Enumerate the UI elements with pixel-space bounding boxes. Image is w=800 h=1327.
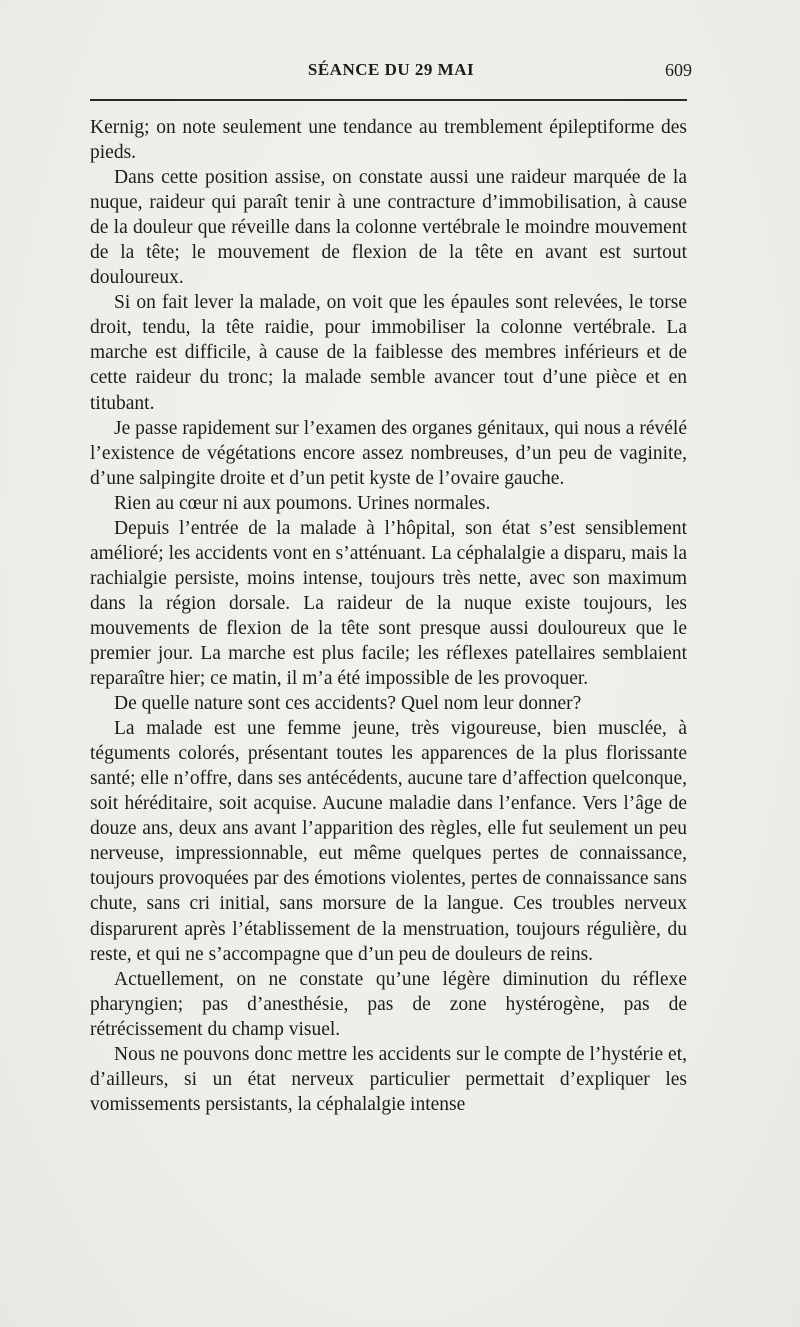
paragraph: Je passe rapidement sur l’examen des organes génitaux, qui nous a révélé l’existence de végétations encore assez nombreuses, d’un peu de vaginite, d’une salpingite droite et d’un petit kyste de l’ovaire gauche. — [90, 417, 687, 489]
paragraph: Depuis l’entrée de la malade à l’hôpital, son état s’est sensiblement amélioré; les accidents vont en s’atténuant. La céphalalgie a disparu, mais la rachialgie persiste, moins intense, toujours très nette, avec son maximum dans la région dorsale. La raideur de la nuque existe toujours, les mouvements de flexion de la tête sont presque aussi douloureux que le premier jour. La marche est plus facile; les réflexes patellaires semblaient reparaître hier; ce matin, il m’a été impossible de les provoquer. — [90, 517, 687, 690]
paragraph: La malade est une femme jeune, très vigoureuse, bien musclée, à téguments colorés, présentant toutes les apparences de la plus florissante santé; elle n’offre, dans ses antécédents, aucune tare d’affection quelconque, soit héréditaire, soit acquise. Aucune maladie dans l’enfance. Vers l’âge de douze ans, deux ans avant l’apparition des règles, elle fut seulement un peu nerveuse, impressionnable, eut même quelques pertes de connaissance, toujours provoquées par des émotions violentes, pertes de connaissance sans chute, sans cri initial, sans morsure de la langue. Ces troubles nerveux disparurent après l’établissement de la menstruation, toujours régulière, du reste, et qui ne s’accompagne que d’un peu de douleurs de reins. — [90, 718, 687, 965]
page-number: 609 — [665, 60, 692, 80]
paragraph: Si on fait lever la malade, on voit que les épaules sont relevées, le torse droit, tendu, la tête raidie, pour immobiliser la colonne vertébrale. La marche est difficile, à cause de la faiblesse des membres inférieurs et de cette raideur du tronc; la malade semble avancer tout d’une pièce et en titubant. — [90, 292, 687, 414]
paragraph: Actuellement, on ne constate qu’une légère diminution du réflexe pharyngien; pas d’anesthésie, pas de zone hystérogène, pas de rétrécissement du champ visuel. — [90, 968, 687, 1040]
paragraph: Dans cette position assise, on constate aussi une raideur marquée de la nuque, raideur qui paraît tenir à une contracture d’immobilisation, à cause de la douleur que réveille dans la colonne vertébrale le moindre mouvement de la tête; le mouvement de flexion de la tête en avant est surtout douloureux. — [90, 167, 687, 289]
paragraph: Kernig; on note seulement une tendance au tremblement épileptiforme des pieds. — [90, 117, 687, 164]
paragraph: Nous ne pouvons donc mettre les accidents sur le compte de l’hystérie et, d’ailleurs, si un état nerveux particulier permettait d’expliquer les vomissements persistants, la céphalalgie intense — [90, 1043, 687, 1115]
body-text — [90, 115, 687, 1117]
running-title: SÉANCE DU 29 MAI — [307, 60, 475, 79]
paragraph: De quelle nature sont ces accidents? Quel nom leur donner? — [114, 693, 582, 715]
header-rule — [90, 99, 687, 101]
paragraph: Rien au cœur ni aux poumons. Urines normales. — [114, 492, 491, 514]
running-head — [90, 60, 692, 90]
